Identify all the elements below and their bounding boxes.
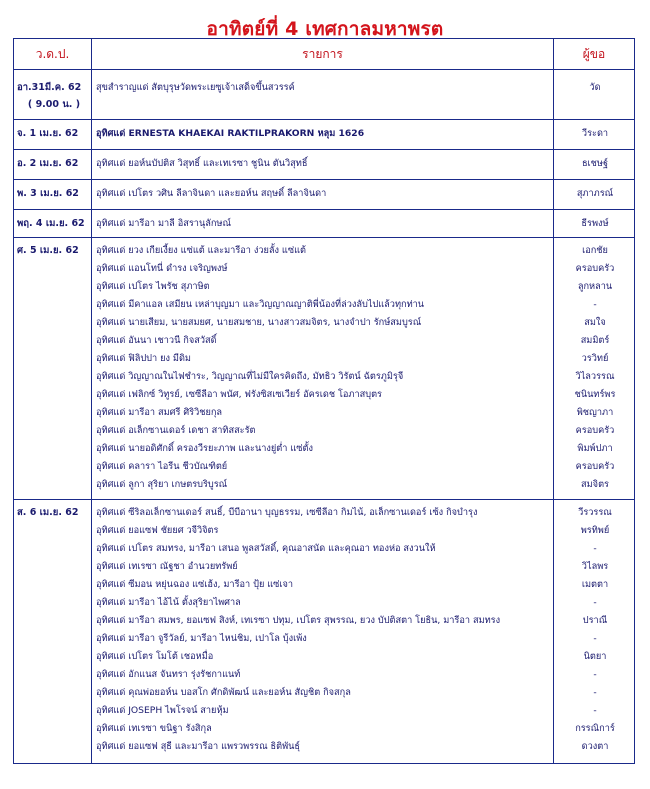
requester: -: [593, 299, 597, 310]
requester: วิไลวรรณ: [575, 371, 615, 382]
list-item: อุทิศแด่ คลารา ไอรีน ชีวบัณฑิตย์: [96, 461, 228, 472]
requester: -: [593, 543, 597, 554]
row-divider: [14, 209, 634, 210]
requester: -: [593, 687, 597, 698]
list-item: อุทิศแด่ มารีอา สมพร, ยอแซฟ สิงห์, เทเรซา ปทุม, เปโตร สุพรรณ, ยวง บัปติสตา โยธิน, มารีอา สมทรง: [96, 615, 501, 626]
list-item: อุทิศแด่ อันนา เชาวนี กิจสวัสดิ์: [96, 335, 217, 346]
requester: วีรวรรณ: [578, 507, 612, 518]
requester: พิชญาภา: [576, 407, 614, 418]
requester: สมใจ: [584, 317, 606, 328]
requester: พรทิพย์: [580, 525, 610, 536]
list-item: อุทิศแด่ วิญญาณในไฟชำระ, วิญญาณที่ไม่มีใครคิดถึง, มัทธิว วิรัตน์ ฉัตรภูมิรุจี: [96, 371, 404, 382]
requester: ครอบครัว: [575, 461, 615, 472]
list-item: อุทิศแด่ ยอแซฟ สุธี และมารีอา แพรวพรรณ ธิติพันธุ์: [96, 741, 301, 752]
list-item: อุทิศแด่ เปโตร วศิน ลีลาจินดา และยอห์น สฤษดิ์ ลีลาจินดา: [96, 188, 327, 199]
requester: ชนินทร์พร: [574, 389, 616, 400]
list-item: อุทิศแด่ นายเสียม, นายสมยศ, นายสมชาย, นางสาวสมจิตร, นางจำปา รักษ์สมบูรณ์: [96, 317, 422, 328]
list-item: อุทิศแด่ อเล็กซานเดอร์ เดชา สาทิสสะรัต: [96, 425, 256, 436]
row-divider: [14, 179, 634, 180]
list-item: อุทิศแด่ เปโตร สมทรง, มารีอา เสนอ พูลสวัสดิ์, คุณอาสนัด และคุณอา ทองห่อ สงวนให้: [96, 543, 436, 554]
list-item: อุทิศแด่ ERNESTA KHAEKAI RAKTILPRAKORN หลุม 1626: [96, 128, 365, 139]
list-item: อุทิศแด่ ยวง เกียเงี้ยง แซ่แต้ และมารีอา ง่วยลั้ง แซ่แต้: [96, 245, 306, 256]
requester: ดวงตา: [581, 741, 609, 752]
column-divider: [91, 39, 92, 763]
list-item: อุทิศแด่ นายอดิศักดิ์ ครองวีรยะภาพ และนางยู่ต่ำ แซ่ตั้ง: [96, 443, 313, 454]
requester: วีระดา: [581, 128, 609, 139]
row-divider: [14, 149, 634, 150]
row-divider: [14, 237, 634, 238]
list-item: อุทิศแด่ ลูกา สุริยา เกษตรบริบูรณ์: [96, 479, 228, 490]
list-item: อุทิศแด่ อักแนส จันทรา รุ่งรัชกาแนท์: [96, 669, 241, 680]
requester: -: [593, 669, 597, 680]
group-date: อา.31มี.ค. 62 ( 9.00 น. ): [17, 79, 91, 113]
group-date: จ. 1 เม.ย. 62: [17, 128, 79, 139]
requester: -: [593, 633, 597, 644]
list-item: อุทิศแด่ เฟลิกซ์ วิทูรย์, เซซีลีอา พนัศ, ฟรังซิสเซเวียร์ อัครเดช โอภาสบุตร: [96, 389, 382, 400]
column-divider: [553, 39, 554, 763]
list-item: อุทิศแด่ มารีอา จูรีวัลย์, มารีอา ไหน่ชิม, เปาโล บุ้งเพ้ง: [96, 633, 307, 644]
requester: สมจิตร: [581, 479, 609, 490]
list-item: อุทิศแด่ ซีมอน หยุ่นฉอง แซ่เฮ้ง, มารีอา ปุ้ย แซ่เจา: [96, 579, 294, 590]
requester: วรวิทย์: [581, 353, 609, 364]
requester: กรรณิการ์: [575, 723, 615, 734]
group-time: ( 9.00 น. ): [27, 99, 81, 110]
requester: สุภาภรณ์: [576, 188, 614, 199]
group-date: ส. 6 เม.ย. 62: [17, 507, 79, 518]
requester: -: [593, 705, 597, 716]
list-item: สุขสำราญแด่ สัตบุรุษวัดพระเยซูเจ้าเสด็จขึ้นสวรรค์: [96, 82, 295, 93]
group-date: พฤ. 4 เม.ย. 62: [17, 218, 85, 229]
intentions-table: [13, 38, 635, 764]
requester: วิไลพร: [581, 561, 609, 572]
row-divider: [14, 119, 634, 120]
header-divider: [14, 69, 634, 70]
list-item: อุทิศแด่ เปโตร โมโต้ เชอหมื่อ: [96, 651, 214, 662]
list-item: อุทิศแด่ เทเรซา ณัฐชา อำนวยทรัพย์: [96, 561, 238, 572]
list-item: อุทิศแด่ เปโตร ไพรัช สุภาษิต: [96, 281, 210, 292]
row-divider: [14, 499, 634, 500]
requester: พิมพ์ปภา: [577, 443, 613, 454]
requester: ธเชษฐ์: [581, 158, 609, 169]
requester: ครอบครัว: [575, 263, 615, 274]
requester: ธีรพงษ์: [581, 218, 609, 229]
list-item: อุทิศแด่ JOSEPH ไพโรจน์ สายหุ้ม: [96, 705, 229, 716]
list-item: อุทิศแด่ มารีอา ไอ้ไน้ ตั้งสุริยาไพศาล: [96, 597, 241, 608]
list-item: อุทิศแด่ มีคาแอล เสมียน เหล่าบุญมา และวิญญาณญาติพี่น้องที่ล่วงลับไปแล้วทุกท่าน: [96, 299, 425, 310]
list-item: อุทิศแด่ ยอแซฟ ชัยยศ วจีวิจิตร: [96, 525, 219, 536]
requester: สมมิตร์: [580, 335, 610, 346]
requester: ปราณี: [582, 615, 608, 626]
list-item: อุทิศแด่ มารีอา สมศรี ศิริวิชยกุล: [96, 407, 223, 418]
page-title: อาทิตย์ที่ 4 เทศกาลมหาพรต: [206, 18, 444, 40]
header-requester: ผู้ขอ: [582, 47, 606, 61]
requester: เมตตา: [581, 579, 609, 590]
requester: เอกชัย: [582, 245, 608, 256]
requester: ลูกหลาน: [577, 281, 613, 292]
requester: ครอบครัว: [575, 425, 615, 436]
requester: วัด: [589, 82, 601, 93]
header-items: รายการ: [302, 47, 343, 61]
header-date: ว.ด.ป.: [35, 47, 70, 61]
list-item: อุทิศแด่ มารีอา มาลี อิสรานุลักษณ์: [96, 218, 231, 229]
list-item: อุทิศแด่ ฟิลิปปา ยง มีดิม: [96, 353, 191, 364]
group-date: อ. 2 เม.ย. 62: [17, 158, 79, 169]
list-item: อุทิศแด่ เทเรซา ขนิฐา รังสิกุล: [96, 723, 212, 734]
list-item: อุทิศแด่ ยอห์นบัปติส วิสุทธิ์ และเทเรซา ชูนิน ตันวิสุทธิ์: [96, 158, 308, 169]
requester: นิตยา: [583, 651, 607, 662]
group-date: พ. 3 เม.ย. 62: [17, 188, 79, 199]
list-item: อุทิศแด่ คุณพ่อยอห์น บอสโก ศักดิพัฒน์ และยอห์น สัญชิต กิจสกุล: [96, 687, 351, 698]
list-item: อุทิศแด่ ซีริลอเล็กซานเดอร์ สนธิ์, บีบีอานา บุญธรรม, เซซีลีอา กิมไน้, อเล็กซานเดอร์ เซ้ง กิจบำรุง: [96, 507, 478, 518]
requester: -: [593, 597, 597, 608]
group-date: ศ. 5 เม.ย. 62: [17, 245, 79, 256]
list-item: อุทิศแด่ แอนโทนี่ ดำรง เจริญพงษ์: [96, 263, 228, 274]
